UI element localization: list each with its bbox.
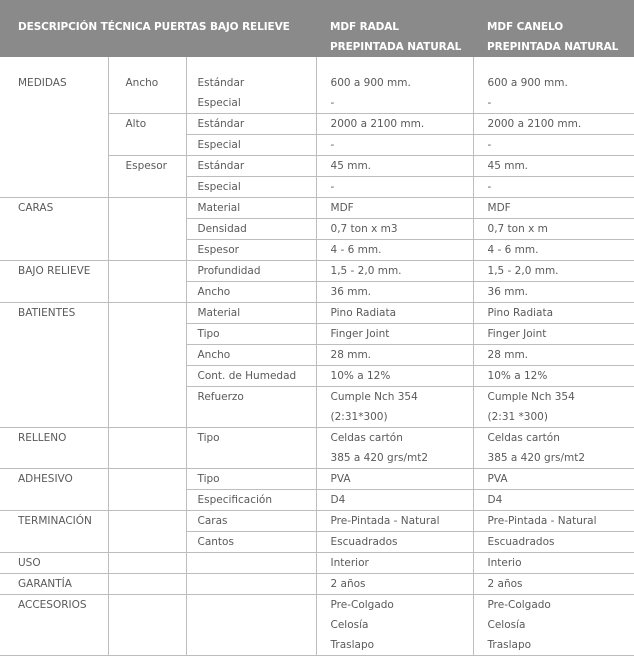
- property-cell: Material: [186, 198, 316, 219]
- value-mdf-canelo: 36 mm.: [473, 282, 634, 303]
- property-cell: Ancho: [186, 282, 316, 303]
- subcategory-cell: [108, 553, 186, 574]
- value-line: Celosía: [487, 619, 526, 631]
- value-line: Pre-Colgado: [330, 599, 394, 611]
- value-mdf-radal: Escuadrados: [316, 532, 473, 553]
- value-line: Traslapo: [487, 639, 532, 651]
- value-mdf-radal: D4: [316, 490, 473, 511]
- header-mdf-radal: [316, 0, 473, 57]
- value-mdf-canelo: 28 mm.: [473, 345, 634, 366]
- subcategory-cell: [108, 303, 186, 428]
- value-mdf-canelo: Escuadrados: [473, 532, 634, 553]
- property-cell: [186, 574, 316, 595]
- spacer-row: [0, 57, 634, 73]
- table-row: [0, 469, 634, 490]
- value-mdf-canelo: 0,7 ton x m: [473, 219, 634, 240]
- value-line: Celdas cartón: [330, 432, 403, 444]
- value-mdf-radal: MDF: [316, 198, 473, 219]
- category-cell: ADHESIVO: [0, 469, 108, 511]
- property-cell: Cont. de Humedad: [186, 366, 316, 387]
- value-mdf-canelo: [473, 428, 634, 469]
- header-mdf-radal-line2: PREPINTADA NATURAL: [330, 41, 462, 53]
- value-mdf-canelo: 1,5 - 2,0 mm.: [473, 261, 634, 282]
- value-mdf-radal: [316, 387, 473, 428]
- value-mdf-canelo: [473, 387, 634, 428]
- subcategory-cell: [108, 574, 186, 595]
- value-mdf-canelo: -: [473, 93, 634, 114]
- category-cell: RELLENO: [0, 428, 108, 469]
- value-mdf-canelo: -: [473, 177, 634, 198]
- value-mdf-radal: PVA: [316, 469, 473, 490]
- property-cell: Refuerzo: [186, 387, 316, 428]
- table-row: [0, 73, 634, 93]
- header-mdf-canelo: [473, 0, 634, 57]
- property-cell: Especificación: [186, 490, 316, 511]
- value-mdf-radal: 600 a 900 mm.: [316, 73, 473, 93]
- value-mdf-canelo: 600 a 900 mm.: [473, 73, 634, 93]
- value-mdf-radal: 2000 a 2100 mm.: [316, 114, 473, 135]
- value-mdf-radal: 36 mm.: [316, 282, 473, 303]
- value-mdf-radal: 10% a 12%: [316, 366, 473, 387]
- property-cell: Tipo: [186, 469, 316, 490]
- value-mdf-canelo: 4 - 6 mm.: [473, 240, 634, 261]
- table-row: [0, 261, 634, 282]
- table-row: [0, 198, 634, 219]
- table-row: [0, 595, 634, 656]
- value-line: Pre-Colgado: [487, 599, 551, 611]
- category-cell: BATIENTES: [0, 303, 108, 428]
- table-row: [0, 428, 634, 469]
- property-cell: Ancho: [186, 345, 316, 366]
- property-cell: Densidad: [186, 219, 316, 240]
- category-cell: CARAS: [0, 198, 108, 261]
- value-mdf-radal: -: [316, 93, 473, 114]
- property-cell: Profundidad: [186, 261, 316, 282]
- table-row: [0, 553, 634, 574]
- value-mdf-radal: 0,7 ton x m3: [316, 219, 473, 240]
- value-mdf-canelo: PVA: [473, 469, 634, 490]
- value-line: 385 a 420 grs/mt2: [330, 452, 429, 464]
- value-mdf-radal: [316, 428, 473, 469]
- value-mdf-radal: -: [316, 177, 473, 198]
- property-cell: Estándar: [186, 114, 316, 135]
- subcategory-cell: Espesor: [108, 156, 186, 198]
- table-row: [0, 574, 634, 595]
- header-mdf-canelo-line2: PREPINTADA NATURAL: [487, 41, 619, 53]
- value-mdf-canelo: -: [473, 135, 634, 156]
- subcategory-cell: [108, 428, 186, 469]
- property-cell: [186, 595, 316, 656]
- subcategory-cell: [108, 511, 186, 553]
- value-line: (2:31*300): [330, 411, 388, 423]
- value-mdf-radal: Interior: [316, 553, 473, 574]
- category-cell: GARANTÍA: [0, 574, 108, 595]
- header-mdf-radal-line1: MDF RADAL: [330, 21, 399, 33]
- property-cell: Tipo: [186, 324, 316, 345]
- value-mdf-canelo: D4: [473, 490, 634, 511]
- value-mdf-canelo: Interio: [473, 553, 634, 574]
- category-cell: TERMINACIÓN: [0, 511, 108, 553]
- value-mdf-radal: 4 - 6 mm.: [316, 240, 473, 261]
- header-mdf-canelo-line1: MDF CANELO: [487, 21, 564, 33]
- property-cell: Cantos: [186, 532, 316, 553]
- value-mdf-radal: 28 mm.: [316, 345, 473, 366]
- subcategory-cell: Alto: [108, 114, 186, 156]
- table-row: [0, 303, 634, 324]
- value-mdf-radal: 45 mm.: [316, 156, 473, 177]
- table-header-row: [0, 0, 634, 57]
- property-cell: Estándar: [186, 73, 316, 93]
- category-cell: MEDIDAS: [0, 73, 108, 198]
- subcategory-cell: [108, 261, 186, 303]
- value-mdf-canelo: 2000 a 2100 mm.: [473, 114, 634, 135]
- value-mdf-canelo: 45 mm.: [473, 156, 634, 177]
- value-mdf-canelo: Pre-Pintada - Natural: [473, 511, 634, 532]
- value-mdf-radal: Pino Radiata: [316, 303, 473, 324]
- table-row: [0, 511, 634, 532]
- property-cell: Caras: [186, 511, 316, 532]
- value-mdf-canelo: 10% a 12%: [473, 366, 634, 387]
- subcategory-cell: [108, 198, 186, 261]
- value-mdf-canelo: 2 años: [473, 574, 634, 595]
- value-mdf-radal: -: [316, 135, 473, 156]
- category-cell: USO: [0, 553, 108, 574]
- subcategory-cell: [108, 595, 186, 656]
- value-line: (2:31 *300): [487, 411, 548, 423]
- value-mdf-radal: [316, 595, 473, 656]
- property-cell: Estándar: [186, 156, 316, 177]
- value-mdf-radal: 1,5 - 2,0 mm.: [316, 261, 473, 282]
- subcategory-cell: Ancho: [108, 73, 186, 114]
- value-line: Cumple Nch 354: [487, 391, 575, 403]
- property-cell: Tipo: [186, 428, 316, 469]
- spec-body: [0, 57, 634, 656]
- value-line: Cumple Nch 354: [330, 391, 418, 403]
- property-cell: [186, 553, 316, 574]
- value-mdf-canelo: Pino Radiata: [473, 303, 634, 324]
- value-mdf-canelo: [473, 595, 634, 656]
- value-mdf-radal: Finger Joint: [316, 324, 473, 345]
- value-mdf-radal: 2 años: [316, 574, 473, 595]
- property-cell: Especial: [186, 135, 316, 156]
- category-cell: BAJO RELIEVE: [0, 261, 108, 303]
- property-cell: Material: [186, 303, 316, 324]
- header-description: [0, 0, 316, 57]
- value-line: Traslapo: [330, 639, 375, 651]
- subcategory-cell: [108, 469, 186, 511]
- value-mdf-radal: Pre-Pintada - Natural: [316, 511, 473, 532]
- property-cell: Especial: [186, 177, 316, 198]
- category-cell: ACCESORIOS: [0, 595, 108, 656]
- value-mdf-canelo: Finger Joint: [473, 324, 634, 345]
- value-line: Celdas cartón: [487, 432, 560, 444]
- property-cell: Espesor: [186, 240, 316, 261]
- header-description-text: DESCRIPCIÓN TÉCNICA PUERTAS BAJO RELIEVE: [18, 21, 290, 33]
- property-cell: Especial: [186, 93, 316, 114]
- value-mdf-canelo: MDF: [473, 198, 634, 219]
- value-line: Celosía: [330, 619, 369, 631]
- value-line: 385 a 420 grs/mt2: [487, 452, 586, 464]
